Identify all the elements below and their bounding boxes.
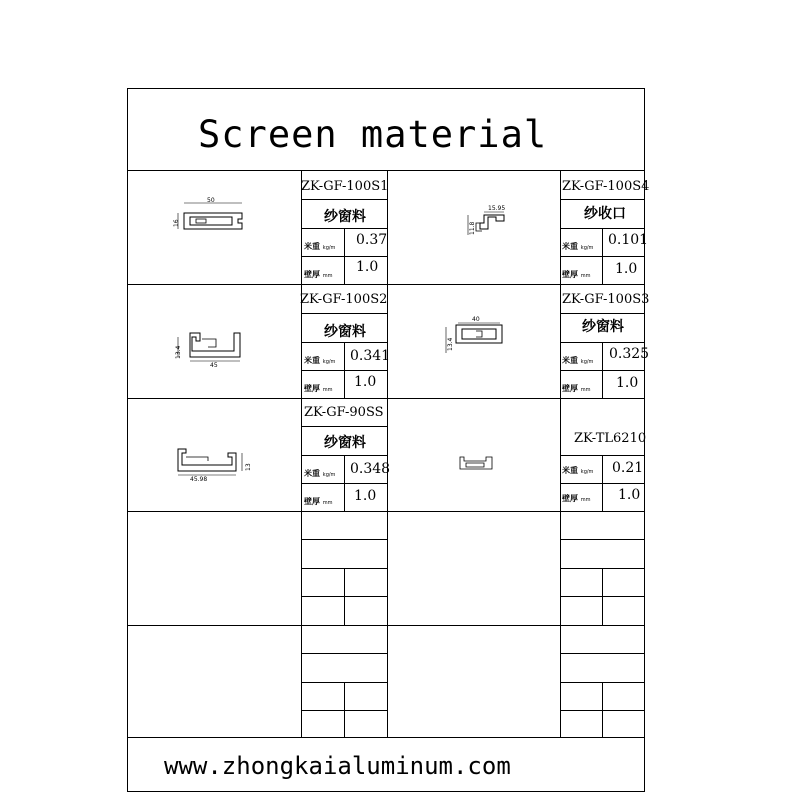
- page-title: Screen material: [198, 113, 548, 156]
- svg-text:50: 50: [207, 197, 215, 204]
- weight-value: 0.325: [609, 346, 650, 362]
- cell-line: [344, 228, 345, 284]
- profile-drawing-tl6210: [456, 453, 496, 473]
- catalog-sheet: [127, 88, 650, 792]
- cell-line: [344, 682, 345, 737]
- profile-drawing-s1: [172, 199, 252, 239]
- svg-text:16: 16: [173, 219, 180, 227]
- product-code: ZK-GF-100S4: [562, 179, 650, 194]
- cell-line: [560, 539, 644, 540]
- svg-text:13.4: 13.4: [447, 337, 454, 351]
- cell-line: [301, 653, 387, 654]
- weight-label: 米重 kg/m: [562, 356, 594, 365]
- product-code: ZK-TL6210: [574, 431, 647, 446]
- weight-label: 米重 kg/m: [562, 242, 594, 251]
- column-divider: [387, 171, 388, 737]
- thickness-value: 1.0: [354, 374, 377, 390]
- cell-line: [344, 455, 345, 511]
- product-name: 纱窗料: [324, 209, 366, 225]
- weight-label: 米重 kg/m: [562, 466, 594, 475]
- thickness-value: 1.0: [356, 259, 379, 275]
- thickness-value: 1.0: [618, 487, 641, 503]
- cell-line: [301, 199, 387, 200]
- thickness-value: 1.0: [616, 375, 639, 391]
- cell-line: [560, 653, 644, 654]
- website-url: www.zhongkaialuminum.com: [164, 752, 511, 780]
- cell-line: [301, 313, 387, 314]
- cell-line: [344, 568, 345, 625]
- row-divider: [128, 284, 644, 285]
- svg-text:45: 45: [210, 362, 218, 369]
- product-name: 纱窗料: [324, 435, 366, 451]
- thickness-label: 壁厚 mm: [562, 270, 591, 279]
- weight-value: 0.101: [608, 232, 649, 248]
- thickness-label: 壁厚 mm: [304, 270, 333, 279]
- cell-line: [560, 313, 644, 314]
- product-code: ZK-GF-100S1: [301, 179, 389, 194]
- cell-line: [602, 342, 603, 398]
- weight-label: 米重 kg/m: [304, 242, 336, 251]
- row-divider: [128, 511, 644, 512]
- title-box: [128, 89, 644, 171]
- svg-text:13: 13: [245, 463, 252, 471]
- weight-value: 0.37: [356, 232, 388, 248]
- cell-line: [560, 199, 644, 200]
- thickness-label: 壁厚 mm: [562, 384, 591, 393]
- product-name: 纱窗料: [324, 324, 366, 340]
- profile-drawing-s2: [168, 327, 258, 377]
- thickness-value: 1.0: [615, 261, 638, 277]
- weight-value: 0.341: [350, 348, 391, 364]
- cell-line: [602, 682, 603, 737]
- svg-text:13.4: 13.4: [175, 345, 182, 359]
- thickness-label: 壁厚 mm: [562, 494, 591, 503]
- product-name: 纱收口: [584, 206, 626, 222]
- thickness-label: 壁厚 mm: [304, 497, 333, 506]
- profile-drawing-s3: [436, 311, 526, 371]
- cell-line: [301, 426, 387, 427]
- profile-drawing-90ss: [172, 441, 262, 485]
- weight-label: 米重 kg/m: [304, 356, 336, 365]
- cell-line: [301, 539, 387, 540]
- weight-label: 米重 kg/m: [304, 469, 336, 478]
- weight-value: 0.21: [612, 460, 644, 476]
- profile-drawing-s4: [458, 201, 528, 251]
- cell-line: [602, 455, 603, 511]
- product-code: ZK-GF-90SS: [304, 405, 384, 420]
- thickness-label: 壁厚 mm: [304, 384, 333, 393]
- product-code: ZK-GF-100S3: [562, 292, 650, 307]
- svg-text:40: 40: [472, 316, 480, 323]
- cell-line: [602, 568, 603, 625]
- cell-line: [602, 228, 603, 284]
- weight-value: 0.348: [350, 461, 391, 477]
- row-divider: [128, 625, 644, 626]
- cell-line: [344, 342, 345, 398]
- svg-text:45.98: 45.98: [190, 476, 208, 483]
- svg-text:15.95: 15.95: [488, 205, 506, 212]
- product-name: 纱窗料: [582, 319, 624, 335]
- svg-text:11.8: 11.8: [469, 221, 476, 235]
- footer: [128, 737, 644, 791]
- row-divider: [128, 398, 644, 399]
- thickness-value: 1.0: [354, 488, 377, 504]
- product-code: ZK-GF-100S2: [300, 292, 388, 307]
